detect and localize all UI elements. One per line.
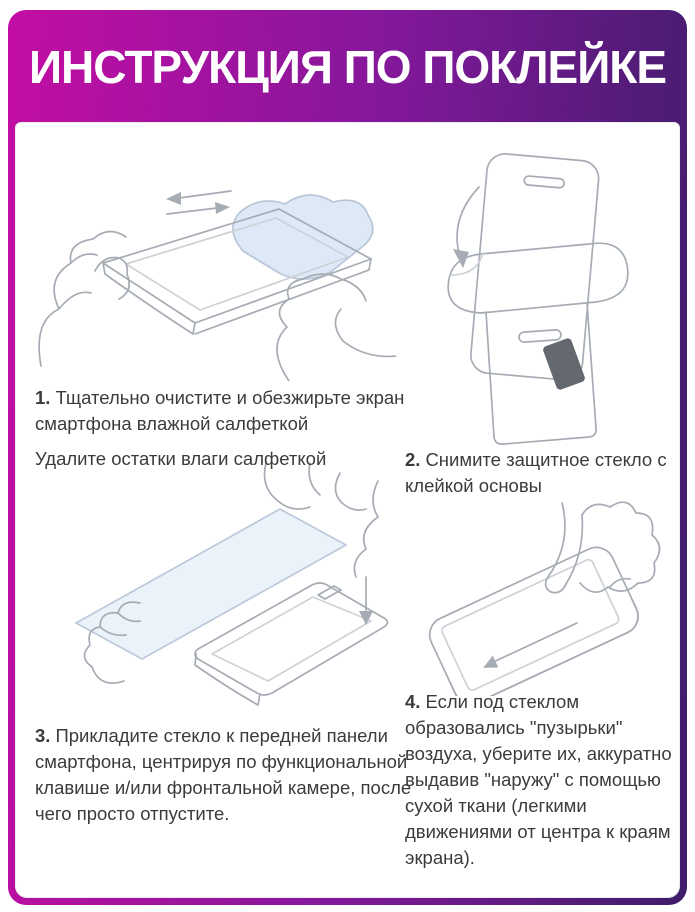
step-4-instruction: Если под стеклом образовались "пузырьки" воздуха, уберите их, аккуратно выдавив "наружу" с помощью сухой ткани (легкими движениями от центра к краям экрана). [405,691,672,868]
page-title: ИНСТРУКЦИЯ ПО ПОКЛЕЙКЕ [28,41,667,93]
step-3-text [35,723,413,827]
phone-outline [424,542,644,696]
pressing-hand [546,502,660,592]
step-3-illustration-placing-glass [48,461,398,716]
step-2-number: 2. [405,449,421,470]
motion-arrows-icon [166,191,231,214]
step-1-number: 1. [35,387,51,408]
step-2-illustration-peeling-film [431,149,656,449]
wipe-arrow-icon [480,618,580,674]
step-1-extra-instruction: Удалите остатки влаги салфеткой [35,448,327,469]
step-3-number: 3. [35,725,51,746]
step-2-text [405,447,690,499]
step-3-instruction: Прикладите стекло к передней панели смартфона, центрируя по функциональной клавише и/или фронтальной камере, после чего просто отпустите. [35,725,412,824]
glass-sheet [76,509,346,659]
left-hand [39,231,129,366]
gradient-frame [8,10,687,905]
content-card [15,122,680,898]
pull-tab [542,337,586,390]
step-4-text [405,689,690,871]
step-4-illustration-pressing-bubbles [414,491,669,696]
step-1-instruction: Тщательно очистите и обезжирьте экран смартфона влажной салфеткой [35,387,405,434]
adhesive-film-roll [448,243,628,444]
step-1-illustration-wiping-phone [31,151,396,381]
peel-arrow-icon [453,187,479,268]
right-hand [277,274,396,381]
step-1-text [35,385,413,472]
step-4-number: 4. [405,691,421,712]
step-2-instruction: Снимите защитное стекло с клейкой основы [405,449,667,496]
